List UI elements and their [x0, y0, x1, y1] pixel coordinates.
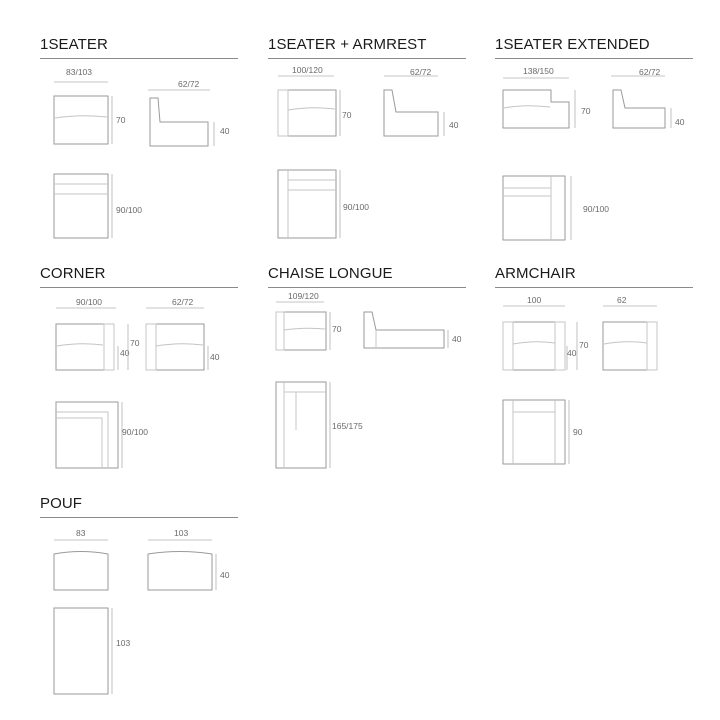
- plan-view: [276, 382, 363, 468]
- depth-dim-label: 62/72: [172, 297, 194, 307]
- side-view: [364, 312, 462, 348]
- side-view: [146, 297, 220, 370]
- section-title: CHAISE LONGUE: [268, 265, 393, 282]
- plan-view: [56, 402, 148, 468]
- plan-depth-dim-label: 90/100: [116, 205, 142, 215]
- front-view: [503, 66, 591, 128]
- front-view: [56, 297, 140, 370]
- plan-view: [54, 608, 130, 694]
- plan-view: [503, 176, 609, 240]
- plan-view: [503, 400, 583, 464]
- depth-dim-label: 62/72: [178, 79, 200, 89]
- plan-depth-dim-label: 90: [573, 427, 583, 437]
- plan-view: [278, 170, 369, 238]
- section-divider: [40, 517, 238, 518]
- section-divider: [495, 287, 693, 288]
- side-view: [611, 67, 685, 128]
- front-view: [276, 291, 342, 350]
- section-divider: [268, 287, 466, 288]
- height-dim-label: 70: [130, 338, 140, 348]
- section-divider: [268, 58, 466, 59]
- diagram-chaise-longue: [268, 290, 468, 480]
- front-view: [503, 295, 589, 370]
- width-dim-label: 138/150: [523, 66, 554, 76]
- width-dim-label: 83/103: [66, 67, 92, 77]
- side-view: [384, 67, 459, 136]
- section-title: CORNER: [40, 265, 106, 282]
- diagram-armchair: [495, 290, 695, 480]
- width-dim-label: 100: [527, 295, 542, 305]
- section-divider: [495, 58, 693, 59]
- seat-height-dim-label: 40: [452, 334, 462, 344]
- diagram-1seater-armrest: [268, 60, 468, 250]
- diagram-1seater: [40, 60, 240, 250]
- seat-height-dim-label: 40: [220, 126, 230, 136]
- plan-depth-dim-label: 90/100: [583, 204, 609, 214]
- section-divider: [40, 287, 238, 288]
- side-seat-height-dim-label: 40: [210, 352, 220, 362]
- depth-dim-label: 62/72: [410, 67, 432, 77]
- height-dim-label: 70: [581, 106, 591, 116]
- width-dim-label: 109/120: [288, 291, 319, 301]
- height-dim-label: 70: [579, 340, 589, 350]
- side-view: [603, 295, 657, 370]
- plan-depth-dim-label: 90/100: [343, 202, 369, 212]
- depth-dim-label: 62/72: [639, 67, 661, 77]
- height-dim-label: 70: [332, 324, 342, 334]
- seat-height-dim-label: 40: [567, 348, 577, 358]
- depth-dim-label: 62: [617, 295, 627, 305]
- section-title: POUF: [40, 495, 83, 512]
- seat-height-dim-label: 40: [120, 348, 130, 358]
- width-dim-label: 100/120: [292, 65, 323, 75]
- section-title: 1SEATER EXTENDED: [495, 36, 650, 53]
- height-dim-label: 70: [116, 115, 126, 125]
- seat-height-dim-label: 40: [675, 117, 685, 127]
- height-dim-label: 70: [342, 110, 352, 120]
- section-divider: [40, 58, 238, 59]
- diagram-pouf: [40, 520, 250, 700]
- plan-view: [54, 174, 142, 238]
- pouf-small-front-view: [54, 528, 108, 590]
- section-title: 1SEATER: [40, 36, 108, 53]
- diagram-corner: [40, 290, 240, 480]
- pouf-large-front-view: [148, 528, 230, 590]
- plan-depth-dim-label: 165/175: [332, 421, 363, 431]
- diagram-1seater-extended: [495, 60, 695, 250]
- side-view: [148, 79, 230, 146]
- front-view: [278, 65, 352, 136]
- pouf-height-label: 40: [220, 570, 230, 580]
- pouf-large-width-label: 103: [174, 528, 189, 538]
- plan-depth-dim-label: 103: [116, 638, 131, 648]
- front-view: [54, 67, 126, 144]
- section-title: ARMCHAIR: [495, 265, 576, 282]
- pouf-small-width-label: 83: [76, 528, 86, 538]
- plan-depth-dim-label: 90/100: [122, 427, 148, 437]
- seat-height-dim-label: 40: [449, 120, 459, 130]
- width-dim-label: 90/100: [76, 297, 102, 307]
- section-title: 1SEATER + ARMREST: [268, 36, 427, 53]
